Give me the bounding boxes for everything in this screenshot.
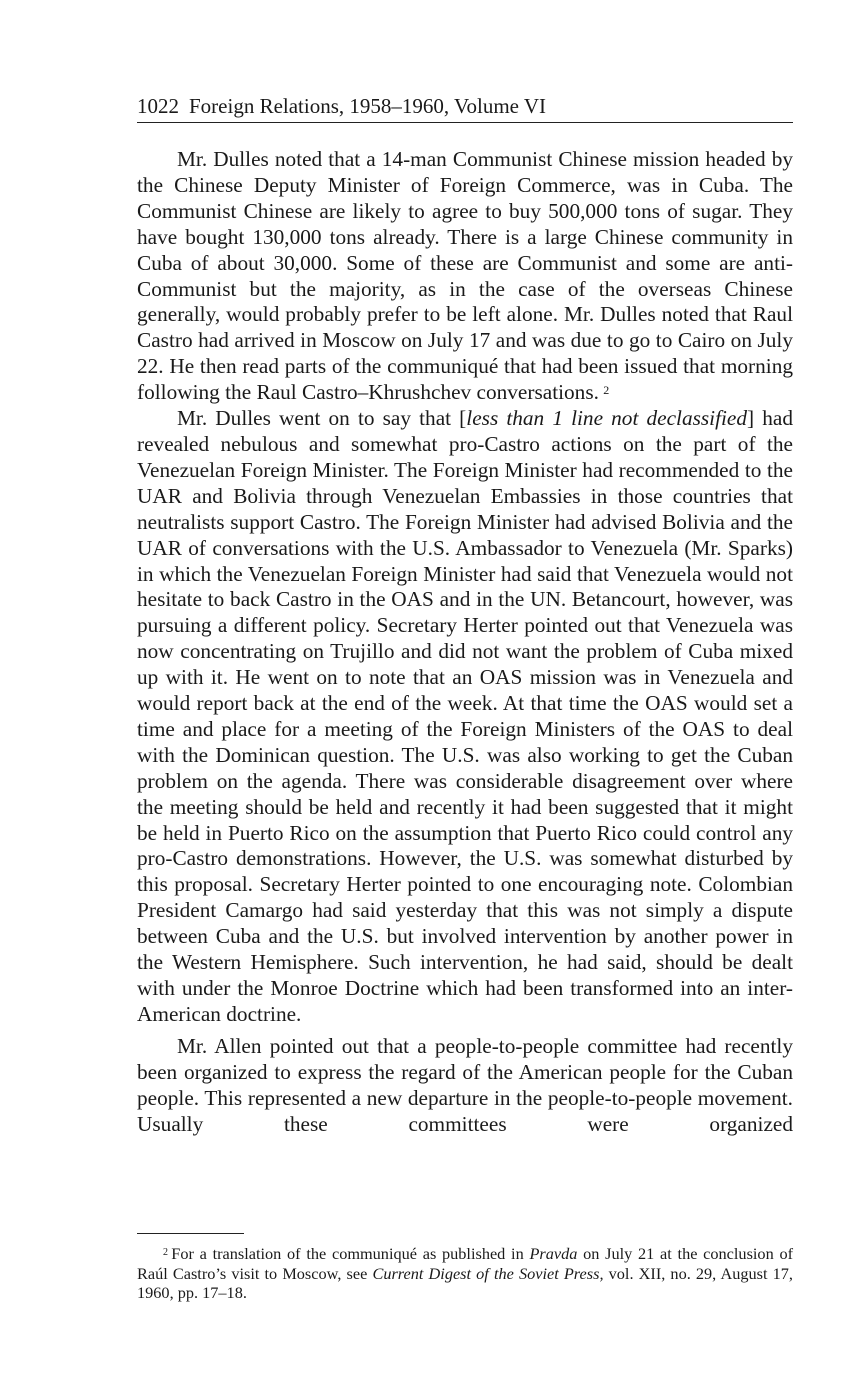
paragraph-1-text: Mr. Dulles noted that a 14-man Communist Chinese mission headed by the Chinese Deputy Minister of Foreign Commerce, was in Cuba. The Communist Chinese are likely to agree to buy 500,000 tons of sugar. They have bought 130,000 tons already. There is a large Chinese community in Cuba of about 30,000. Some of these are Communist and some are anti-Communist but the majority, as in the case of the overseas Chinese generally, would probably prefer to be left alone. Mr. Dulles noted that Raul Castro had arrived in Moscow on July 17 and was due to go to Cairo on July 22. He then read parts of the communiqué that had been issued that morning following the Raul Castro–Khrushchev conversations.	[137, 147, 793, 405]
footnote-publication-current-digest: Current Digest of the Soviet Press,	[372, 1263, 604, 1283]
footnote-text-2: on July 21 at the conclusion of Raúl Castro’s visit to Moscow, see	[137, 1244, 794, 1283]
paragraph-2-text-end: ] had revealed nebulous and somewhat pro-Castro actions on the part of the Venezuelan Foreign Minister. The Foreign Minister had recommended to the UAR and Bolivia through Venezuelan Embassies in those countries that neutralists support Castro. The Foreign Minister had advised Bolivia and the UAR of conversations with the U.S. Ambassador to Venezuela (Mr. Sparks) in which the Venezuelan Foreign Minister had said that Venezuela would not hesitate to back Castro in the OAS and in the UN. Betancourt, however, was pursuing a different policy. Secretary Herter pointed out that Venezuela was now concentrating on Trujillo and did not want the problem of Cuba mixed up with it. He went on to note that an OAS mission was in Venezuela and would report back at the end of the week. At that time the OAS would set a time and place for a meeting of the Foreign Ministers of the OAS to deal with the Dominican question. The U.S. was also working to get the Cuban problem on the agenda. There was considerable disagreement over where the meeting should be held and recently it had been suggested that it might be held in Puerto Rico on the assumption that Puerto Rico could control any pro-Castro demonstrations. However, the U.S. was somewhat disturbed by this proposal. Secretary Herter pointed to one encouraging note. Colombian President Camargo had said yesterday that this was not simply a dispute between Cuba and the U.S. but involved intervention by another power in the Western Hemisphere. Such intervention, he had said, should be dealt with under the Monroe Doctrine which had been transformed into an inter-American doctrine.	[137, 406, 793, 1026]
redaction-note: less than 1 line not declassified	[466, 406, 748, 431]
footnote-divider	[137, 1233, 244, 1234]
footnote-text-1: For a translation of the communiqué as published in	[171, 1244, 530, 1263]
paragraph-1	[137, 147, 793, 406]
paragraph-2	[137, 406, 793, 1028]
footnote-publication-pravda: Pravda	[529, 1244, 578, 1263]
footnote-reference[interactable]: 2	[603, 383, 610, 398]
footnote-marker: 2	[163, 1247, 168, 1258]
paragraph-3	[137, 1034, 793, 1138]
page-number: 1022	[137, 94, 179, 118]
footnote-text-3: vol. XII, no. 29, August 17, 1960, pp. 17–18.	[137, 1263, 793, 1302]
paragraph-3-text: Mr. Allen pointed out that a people-to-people committee had recently been organized to express the regard of the American people for the Cuban people. This represented a new departure in the people-to-people movement. Usually these committees were organized	[137, 1033, 793, 1136]
volume-title: Foreign Relations, 1958–1960, Volume VI	[189, 94, 546, 118]
paragraph-2-text-start: Mr. Dulles went on to say that [	[177, 406, 467, 431]
running-header	[137, 92, 793, 123]
footnote	[137, 1244, 793, 1303]
body-text	[137, 147, 793, 1137]
